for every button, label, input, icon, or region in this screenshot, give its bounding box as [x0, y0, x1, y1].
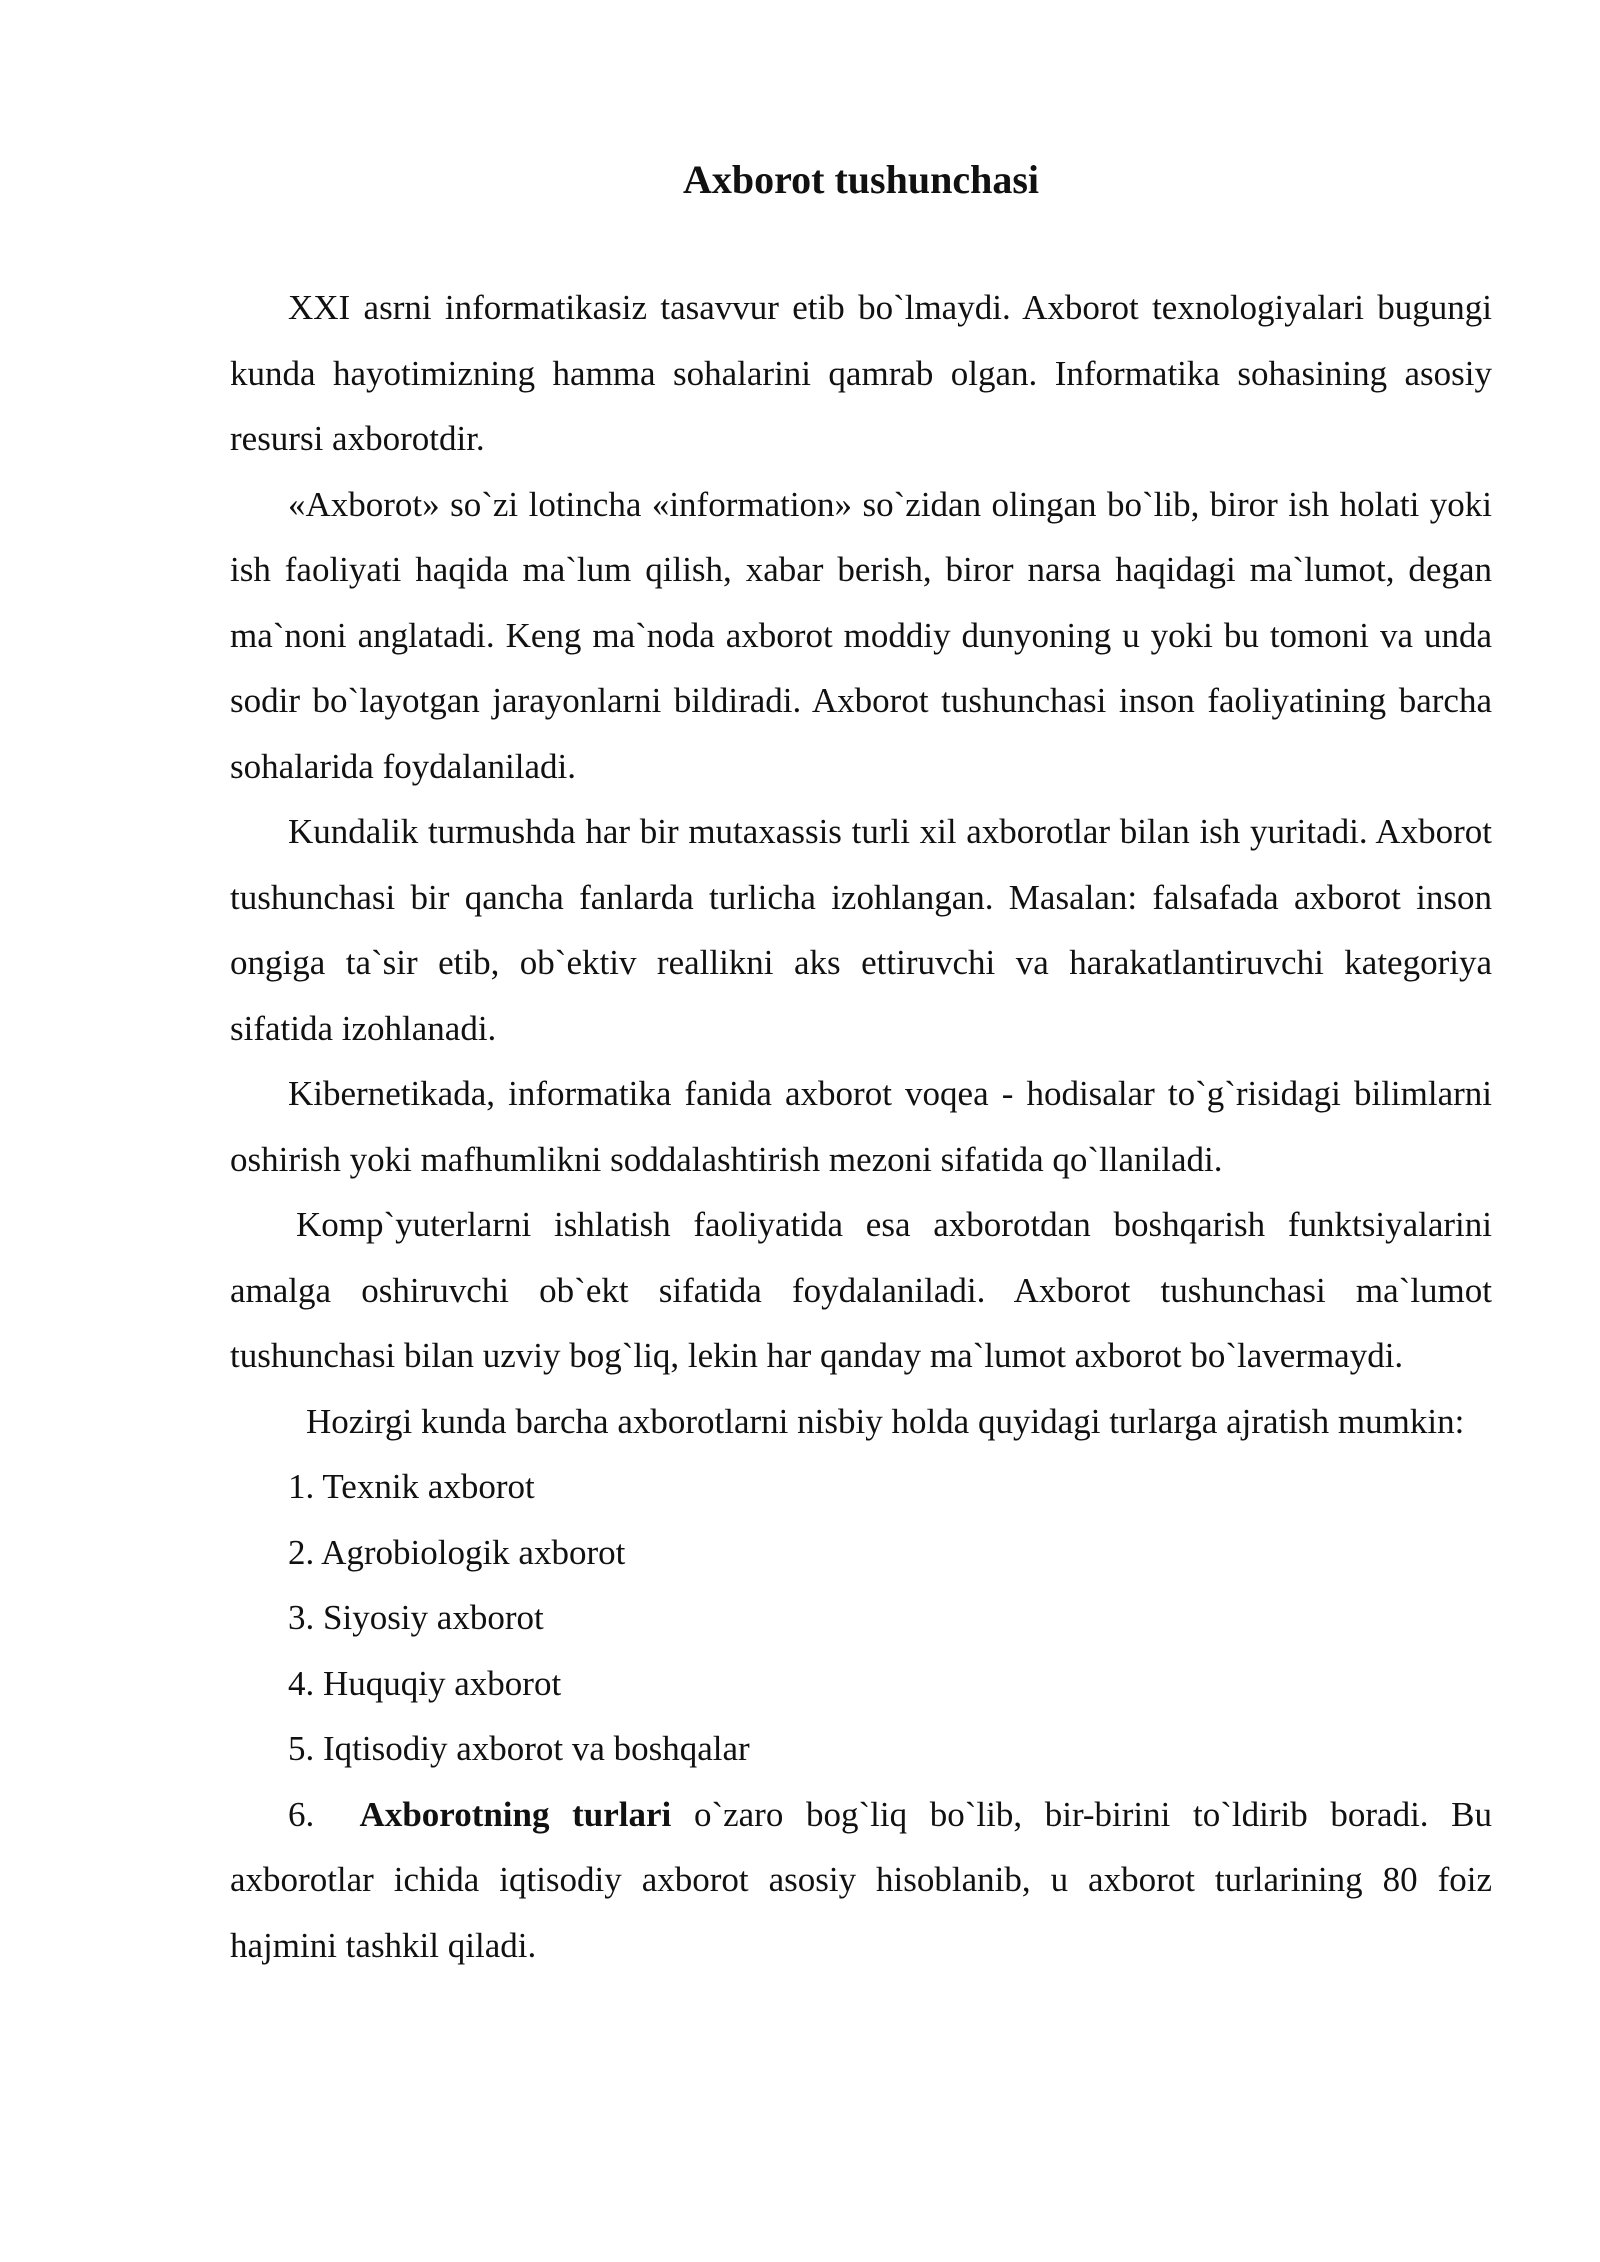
paragraph-types-intro: Hozirgi kunda barcha axborotlarni nisbiy holda quyidagi turlarga ajratish mumkin:	[306, 1401, 1465, 1441]
item-6-bold-term: Axborotning turlari	[359, 1794, 672, 1834]
item-6-text: o`zaro bog`liq bo`lib, bir-birini to`ldirib boradi. Bu axborotlar ichida iqtisodiy axborot asosiy hisoblanib, u axborot turlarining 80 foiz hajmini tashkil qiladi.	[230, 1794, 1493, 1965]
list-item: 3. Siyosiy axborot	[288, 1598, 544, 1637]
list-item: 4. Huquqiy axborot	[288, 1663, 562, 1703]
list-item: 2. Agrobiologik axborot	[288, 1532, 626, 1572]
types-list	[230, 1454, 1492, 1782]
document-page	[230, 150, 1492, 1978]
document-title: Axborot tushunchasi	[682, 157, 1040, 202]
paragraph-axborot-definition: «Axborot» so`zi lotincha «information» so`zidan olingan bo`lib, biror ish holati yoki ish faoliyati haqida ma`lum qilish, xabar berish, biror narsa haqidagi ma`lumot, degan ma`noni anglatadi. Keng ma`noda axborot moddiy dunyoning u yoki bu tomoni va unda sodir bo`layotgan jarayonlarni bildiradi. Axborot tushunchasi inson faoliyatining barcha sohalarida foydalaniladi.	[230, 484, 1492, 786]
list-item: 5. Iqtisodiy axborot va boshqalar	[288, 1729, 750, 1768]
paragraph-intro: XXI asrni informatikasiz tasavvur etib bo`lmaydi. Axborot texnologiyalari bugungi kunda hayotimizning hamma sohalarini qamrab olgan. Informatika sohasining asosiy resursi axborotdir.	[230, 288, 1492, 458]
item-6-number: 6.	[288, 1794, 315, 1834]
paragraph-cybernetics: Kibernetikada, informatika fanida axborot voqea - hodisalar to`g`risidagi bilimlarni oshirish yoki mafhumlikni soddalashtirish mezoni sifatida qo`llaniladi.	[230, 1074, 1492, 1179]
paragraph-computers: Komp`yuterlarni ishlatish faoliyatida esa axborotdan boshqarish funktsiyalarini amalga oshiruvchi ob`ekt sifatida foydalaniladi. Axborot tushunchasi ma`lumot tushunchasi bilan uzviy bog`liq, lekin har qanday ma`lumot axborot bo`lavermaydi.	[230, 1205, 1492, 1375]
paragraph-daily-life: Kundalik turmushda har bir mutaxassis turli xil axborotlar bilan ish yuritadi. Axborot tushunchasi bir qancha fanlarda turlicha izohlangan. Masalan: falsafada axborot inson ongiga ta`sir etib, ob`ektiv reallikni aks ettiruvchi va harakatlantiruvchi kategoriya sifatida izohlanadi.	[230, 812, 1492, 1048]
list-item: 1. Texnik axborot	[288, 1467, 535, 1506]
paragraph-item-6	[230, 1782, 1492, 1979]
